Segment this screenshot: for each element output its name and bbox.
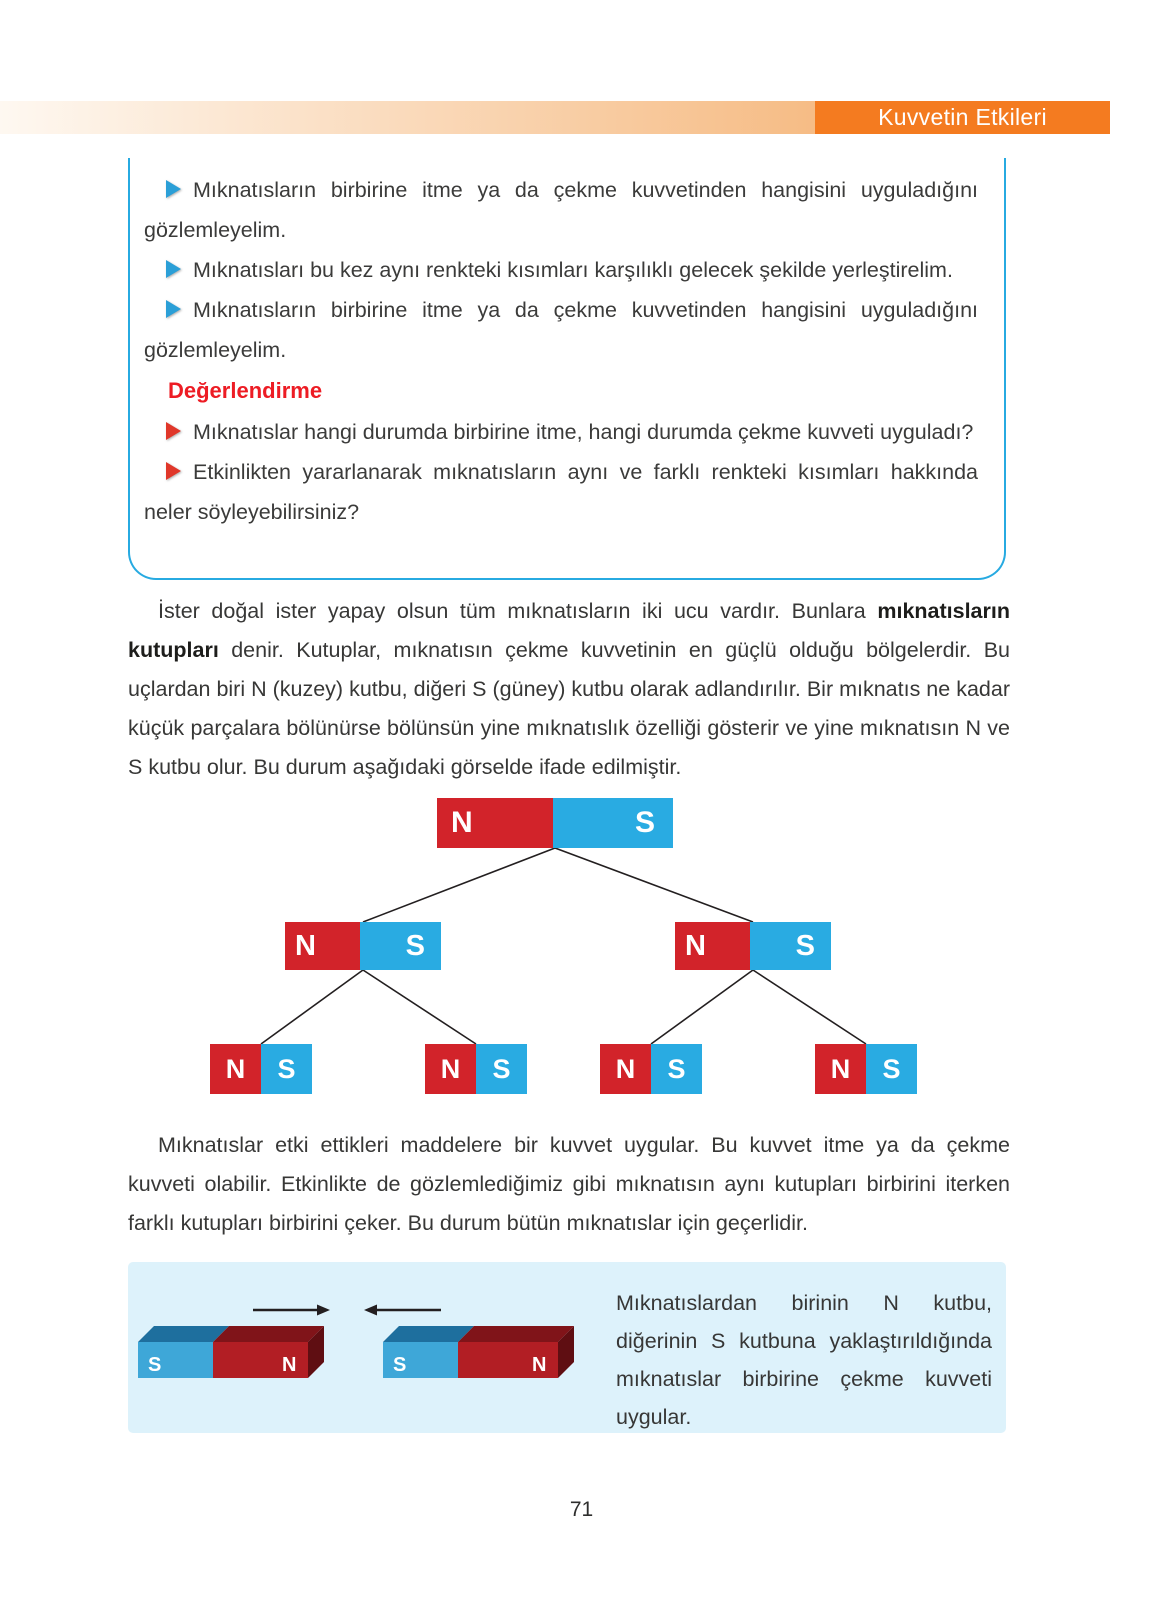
bullet-item <box>144 170 978 250</box>
magnet <box>285 922 441 970</box>
magnet-pole-n: N <box>285 922 360 970</box>
play-triangle-icon <box>166 180 181 198</box>
bullet-text: Mıknatısların birbirine itme ya da çekme kuvvetinden hangisini uyguladığını gözlemleyelim. <box>144 298 978 362</box>
magnet-n-label: N <box>532 1354 547 1376</box>
magnet-pole-n: N <box>210 1044 261 1094</box>
bullet-text: Etkinlikten yararlanarak mıknatısların aynı ve farklı renkteki kısımları hakkında neler söyleyebilirsiniz? <box>144 460 978 524</box>
magnet <box>600 1044 702 1094</box>
header-gradient-strip <box>0 101 815 134</box>
play-triangle-icon <box>166 300 181 318</box>
magnet-pole-n: N <box>425 1044 476 1094</box>
activity-box <box>128 158 1006 580</box>
magnet-pole-n: N <box>675 922 750 970</box>
magnet-pole-s: S <box>651 1044 702 1094</box>
attraction-magnets-figure <box>136 1280 596 1410</box>
magnet-pole-s: S <box>866 1044 917 1094</box>
magnet-s-label: S <box>393 1354 407 1376</box>
play-triangle-icon <box>166 462 181 480</box>
bullet-text: Mıknatıslar hangi durumda birbirine itme, hangi durumda çekme kuvveti uyguladı? <box>193 420 974 444</box>
bullet-item <box>144 452 978 532</box>
play-triangle-icon <box>166 260 181 278</box>
info-text: Mıknatıslardan birinin N kutbu, diğerinin S kutbuna yaklaştırıldığında mıknatıslar birbirine çekme kuvveti uygular. <box>616 1291 992 1429</box>
magnet-pole-s: S <box>476 1044 527 1094</box>
magnet-pole-n: N <box>600 1044 651 1094</box>
magnet-s-label: S <box>148 1354 162 1376</box>
page-header-bar <box>0 101 1110 134</box>
bold-phrase: mıknatısların kutupları <box>128 599 1010 662</box>
body-paragraph: Mıknatıslar etki ettikleri maddelere bir kuvvet uygular. Bu kuvvet itme ya da çekme kuvveti olabilir. Etkinlikte de gözlemlediğimiz gibi mıknatısın aynı kutupları birbirini iterken farklı kutupları birbirini çeker. Bu durum bütün mıknatıslar için geçerlidir. <box>128 1133 1010 1235</box>
magnet-split-diagram <box>128 792 1006 1112</box>
bullet-text: Mıknatısları bu kez aynı renkteki kısımları karşılıklı gelecek şekilde yerleştirelim. <box>193 258 953 282</box>
bullet-text: Mıknatısların birbirine itme ya da çekme kuvvetinden hangisini uyguladığını gözlemleyelim. <box>144 178 978 242</box>
magnet <box>425 1044 527 1094</box>
magnet <box>210 1044 312 1094</box>
magnet <box>815 1044 917 1094</box>
magnet-n-label: N <box>282 1354 297 1376</box>
magnet-pole-n: N <box>437 798 553 848</box>
magnet <box>675 922 831 970</box>
bullet-item <box>144 290 978 370</box>
magnet-pole-n: N <box>815 1044 866 1094</box>
page-number: 71 <box>569 1498 594 1521</box>
magnet-pole-s: S <box>750 922 831 970</box>
magnet <box>437 798 673 848</box>
bullet-item <box>144 250 978 290</box>
magnet-pole-s: S <box>553 798 673 848</box>
header-title: Kuvvetin Etkileri <box>815 101 1110 134</box>
evaluation-heading: Değerlendirme <box>168 378 323 403</box>
paragraph-text: denir. Kutuplar, mıknatısın çekme kuvvetinin en güçlü olduğu bölgelerdir. Bu uçlardan biri N (kuzey) kutbu, diğeri S (güney) kutbu olarak adlandırılır. Bir mıknatıs ne kadar küçük parçalara bölünürse bölünsün yine mıknatıslık özelliği gösterir ve yine mıknatısın N ve S kutbu olur. Bu durum aşağıdaki görselde ifade edilmiştir. <box>128 638 1010 779</box>
attraction-info-box <box>128 1262 1006 1433</box>
play-triangle-icon <box>166 422 181 440</box>
magnet-pole-s: S <box>360 922 441 970</box>
magnet-pole-s: S <box>261 1044 312 1094</box>
paragraph-intro <box>128 592 1010 787</box>
bullet-item <box>144 412 978 452</box>
paragraph-text: İster doğal ister yapay olsun tüm mıknatısların iki ucu vardır. Bunlara <box>158 599 878 623</box>
